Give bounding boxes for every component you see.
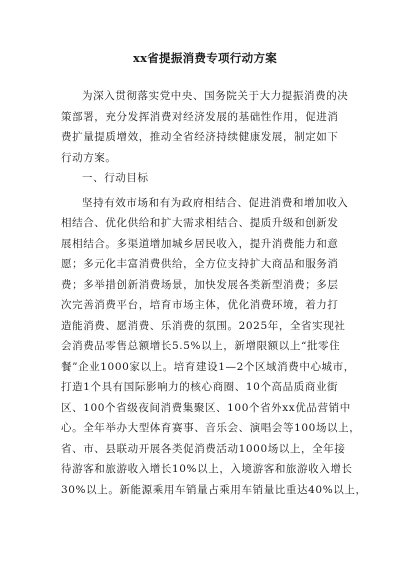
paragraph-1-line-4: 行动方案。 xyxy=(61,151,117,164)
paragraph-2-line-7: 造能消费、愿消费、乐消费的氛围。2025年，全省实现社 xyxy=(61,319,346,332)
paragraph-2-line-14: 待游客和旅游收入增长10%以上，入境游客和旅游收入增长 xyxy=(61,463,353,475)
document-body xyxy=(61,86,367,500)
paragraph-2-line-2: 相结合、优化供给和扩大需求相结合、提质升级和创新发 xyxy=(61,217,339,229)
paragraph-2-line-1: 坚持有效市场和有为政府相结合、促进消费和增加收入 xyxy=(82,196,349,209)
paragraph-2-line-13: 省、市、县联动开展各类促消费活动1000场以上，全年接 xyxy=(61,442,346,455)
paragraph-2-line-11: 区、100个省级夜间消费集聚区、100个省外xx优品营销中 xyxy=(61,401,351,414)
paragraph-2-line-15: 30%以上。新能源乘用车销量占乘用车销量比重达40%以上， xyxy=(61,483,367,496)
document-title: xx省提振消费专项行动方案 xyxy=(132,51,278,65)
paragraph-2-line-4: 愿；多元化丰富消费供给，全方位支持扩大商品和服务消 xyxy=(61,258,339,270)
paragraph-2-line-6: 次完善消费平台，培育市场主体，优化消费环境，着力打 xyxy=(61,299,339,311)
paragraph-2-line-9: 餐”企业1000家以上。培育建设1—2个区域消费中心城市， xyxy=(61,360,355,373)
paragraph-2-line-3: 展相结合。多渠道增加城乡居民收入，提升消费能力和意 xyxy=(61,237,339,250)
paragraph-1-line-2: 策部署，充分发挥消费对经济发展的基础性作用，促进消 xyxy=(61,110,339,123)
paragraph-2-line-12: 心。全年举办大型体育赛事、音乐会、演唱会等100场以上， xyxy=(61,422,361,434)
paragraph-1-line-3: 费扩量提质增效，推动全省经济持续健康发展，制定如下 xyxy=(61,131,339,143)
section-heading: 一、行动目标 xyxy=(82,172,149,184)
paragraph-2-line-10: 打造1个具有国际影响力的核心商圈、10个高品质商业街 xyxy=(61,381,339,393)
paragraph-2-line-8: 会消费品零售总额增长5.5%以上，新增限额以上“批零住 xyxy=(61,340,341,352)
paragraph-2-line-5: 费；多举措创新消费场景，加快发展各类新型消费；多层 xyxy=(61,278,339,291)
paragraph-1-line-1: 为深入贯彻落实党中央、国务院关于大力提振消费的决 xyxy=(82,90,349,102)
